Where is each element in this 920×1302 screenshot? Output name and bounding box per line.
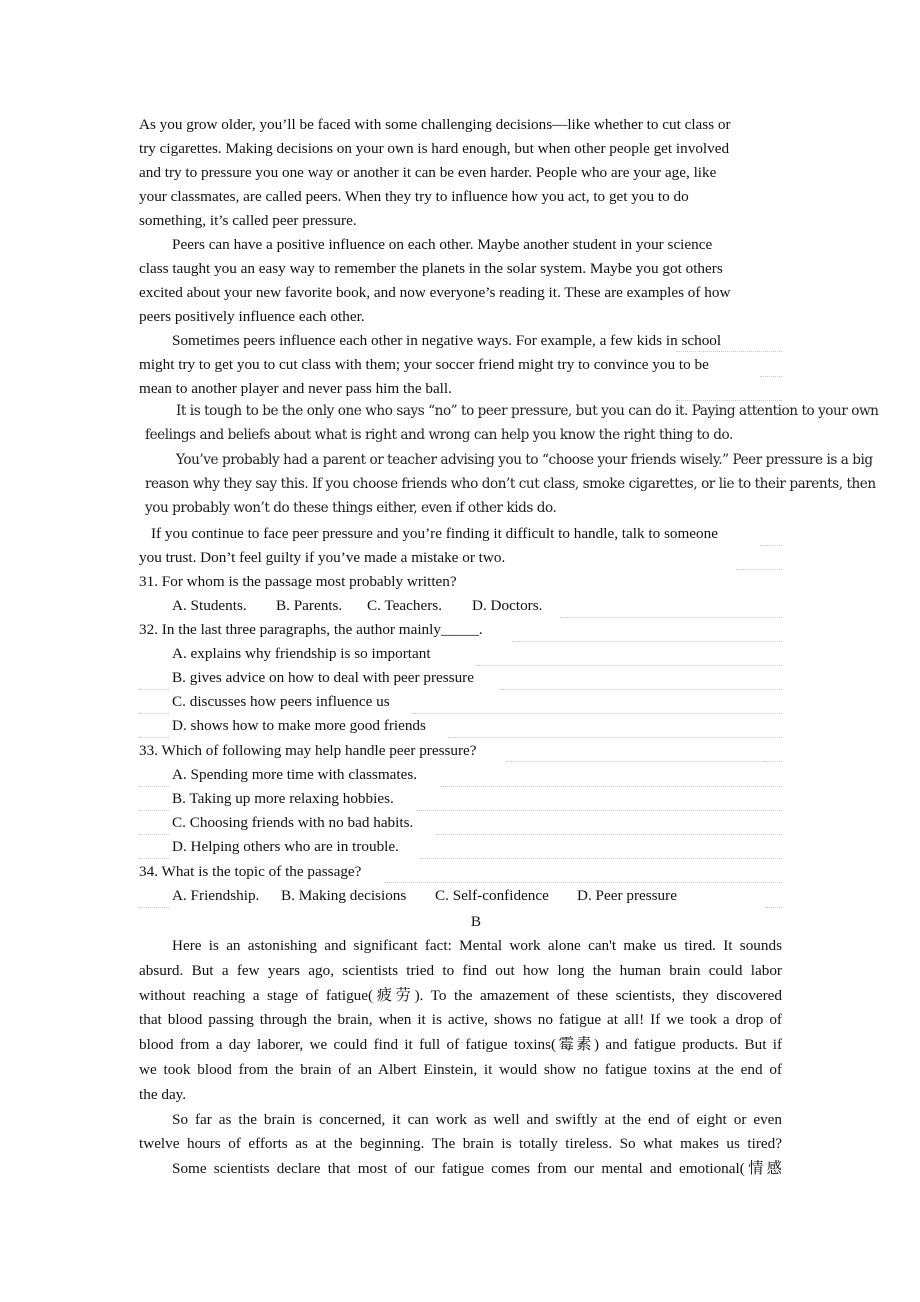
passage-b-line: that blood passing through the brain, when it is active, shows no fatigue at all! If we took a drop of <box>139 1011 782 1029</box>
dotted-rule <box>139 810 169 811</box>
passage-a-line: Peers can have a positive influence on each other. Maybe another student in your science <box>172 236 713 253</box>
dotted-rule <box>448 737 782 738</box>
dotted-rule <box>676 351 782 352</box>
q31-option-d[interactable]: D. Doctors. <box>472 597 543 614</box>
passage-a-line: your classmates, are called peers. When they try to influence how you act, to get you to do <box>139 188 689 205</box>
dotted-rule <box>506 761 782 762</box>
passage-a-line: might try to get you to cut class with them; your soccer friend might try to convince you to be <box>139 356 709 373</box>
q33-option-c[interactable]: C. Choosing friends with no bad habits. <box>172 814 414 831</box>
passage-a-line: and try to pressure you one way or another it can be even harder. People who are your age, like <box>139 164 717 181</box>
question-33-stem: 33. Which of following may help handle peer pressure? <box>139 742 477 759</box>
passage-a-line: you trust. Don’t feel guilty if you’ve made a mistake or two. <box>139 549 506 566</box>
dotted-rule <box>416 810 782 811</box>
passage-a-line: class taught you an easy way to remember the planets in the solar system. Maybe you got others <box>139 260 723 277</box>
q32-option-c[interactable]: C. discusses how peers influence us <box>172 693 390 710</box>
passage-b-line: blood from a day laborer, we could find it full of fatigue toxins(霉素) and fatigue products. But if <box>139 1036 782 1054</box>
dotted-rule <box>420 858 782 859</box>
passage-a-line: Sometimes peers influence each other in negative ways. For example, a few kids in school <box>172 332 722 349</box>
passage-a-line: It is tough to be the only one who says “no” to peer pressure, but you can do it. Paying attention to your own <box>176 403 879 419</box>
dotted-rule <box>560 617 782 618</box>
dotted-rule <box>764 761 782 762</box>
passage-b-line: we took blood from the brain of an Albert Einstein, it would show no fatigue toxins at the end of <box>139 1061 782 1078</box>
passage-b-line: Here is an astonishing and significant fact: Mental work alone can't make us tired. It sounds <box>172 937 782 954</box>
dotted-rule <box>139 907 169 908</box>
dotted-rule <box>436 834 782 835</box>
passage-a-line: As you grow older, you’ll be faced with some challenging decisions—like whether to cut class or <box>139 116 731 133</box>
q33-option-a[interactable]: A. Spending more time with classmates. <box>172 766 418 783</box>
passage-a-line: try cigarettes. Making decisions on your own is hard enough, but when other people get involved <box>139 140 730 157</box>
dotted-rule <box>440 786 782 787</box>
passage-a-line: excited about your new favorite book, and now everyone’s reading it. These are examples of how <box>139 284 731 301</box>
q31-option-b[interactable]: B. Parents. <box>276 597 343 614</box>
passage-a-line: mean to another player and never pass him the ball. <box>139 380 452 397</box>
passage-b-line: Some scientists declare that most of our fatigue comes from our mental and emotional(情感 <box>172 1160 782 1178</box>
question-32-stem: 32. In the last three paragraphs, the author mainly_____. <box>139 621 483 638</box>
q33-option-b[interactable]: B. Taking up more relaxing hobbies. <box>172 790 394 807</box>
dotted-rule <box>760 545 782 546</box>
dotted-rule <box>476 665 782 666</box>
q34-option-a[interactable]: A. Friendship. <box>172 887 260 904</box>
dotted-rule <box>139 858 169 859</box>
q34-option-d[interactable]: D. Peer pressure <box>577 887 677 904</box>
q31-option-c[interactable]: C. Teachers. <box>367 597 442 614</box>
dotted-rule <box>139 689 169 690</box>
dotted-rule <box>384 882 782 883</box>
dotted-rule <box>500 689 782 690</box>
passage-a-line: If you continue to face peer pressure and you’re finding it difficult to handle, talk to someone <box>151 525 718 542</box>
dotted-rule <box>760 376 782 377</box>
section-b-heading: B <box>470 913 482 930</box>
question-34-stem: 34. What is the topic of the passage? <box>139 863 362 880</box>
passage-b-line: the day. <box>139 1085 187 1103</box>
passage-b-line: absurd. But a few years ago, scientists tried to find out how long the human brain could labor <box>139 961 782 979</box>
dotted-rule <box>412 713 782 714</box>
passage-a-line: peers positively influence each other. <box>139 308 365 325</box>
passage-b-line: twelve hours of efforts as at the beginning. The brain is totally tireless. So what makes us tired? <box>139 1135 782 1153</box>
q32-option-b[interactable]: B. gives advice on how to deal with peer pressure <box>172 669 474 686</box>
q31-option-a[interactable]: A. Students. <box>172 597 247 614</box>
dotted-rule <box>512 641 782 642</box>
passage-b-line: without reaching a stage of fatigue(疲劳). To the amazement of these scientists, they discovered <box>139 986 782 1004</box>
passage-b-line: So far as the brain is concerned, it can work as well and swiftly at the end of eight or even <box>172 1110 782 1128</box>
dotted-rule <box>766 907 782 908</box>
passage-a-line: You’ve probably had a parent or teacher advising you to “choose your friends wisely.” Peer pressure is a big <box>176 452 873 468</box>
q33-option-d[interactable]: D. Helping others who are in trouble. <box>172 838 399 855</box>
q34-option-c[interactable]: C. Self-confidence <box>435 887 549 904</box>
dotted-rule <box>736 569 782 570</box>
passage-a-line: you probably won’t do these things either, even if other kids do. <box>145 500 557 516</box>
dotted-rule <box>139 737 169 738</box>
passage-a-line: reason why they say this. If you choose friends who don’t cut class, smoke cigarettes, or lie to their parents, then <box>145 476 876 492</box>
dotted-rule <box>139 834 169 835</box>
dotted-rule <box>139 786 169 787</box>
q32-option-a[interactable]: A. explains why friendship is so important <box>172 645 431 662</box>
dotted-rule <box>139 713 169 714</box>
q34-option-b[interactable]: B. Making decisions <box>281 887 407 904</box>
question-31-stem: 31. For whom is the passage most probably written? <box>139 573 457 590</box>
q32-option-d[interactable]: D. shows how to make more good friends <box>172 717 426 734</box>
passage-a-line: feelings and beliefs about what is right and wrong can help you know the right thing to do. <box>145 427 733 443</box>
passage-a-line: something, it’s called peer pressure. <box>139 212 357 229</box>
